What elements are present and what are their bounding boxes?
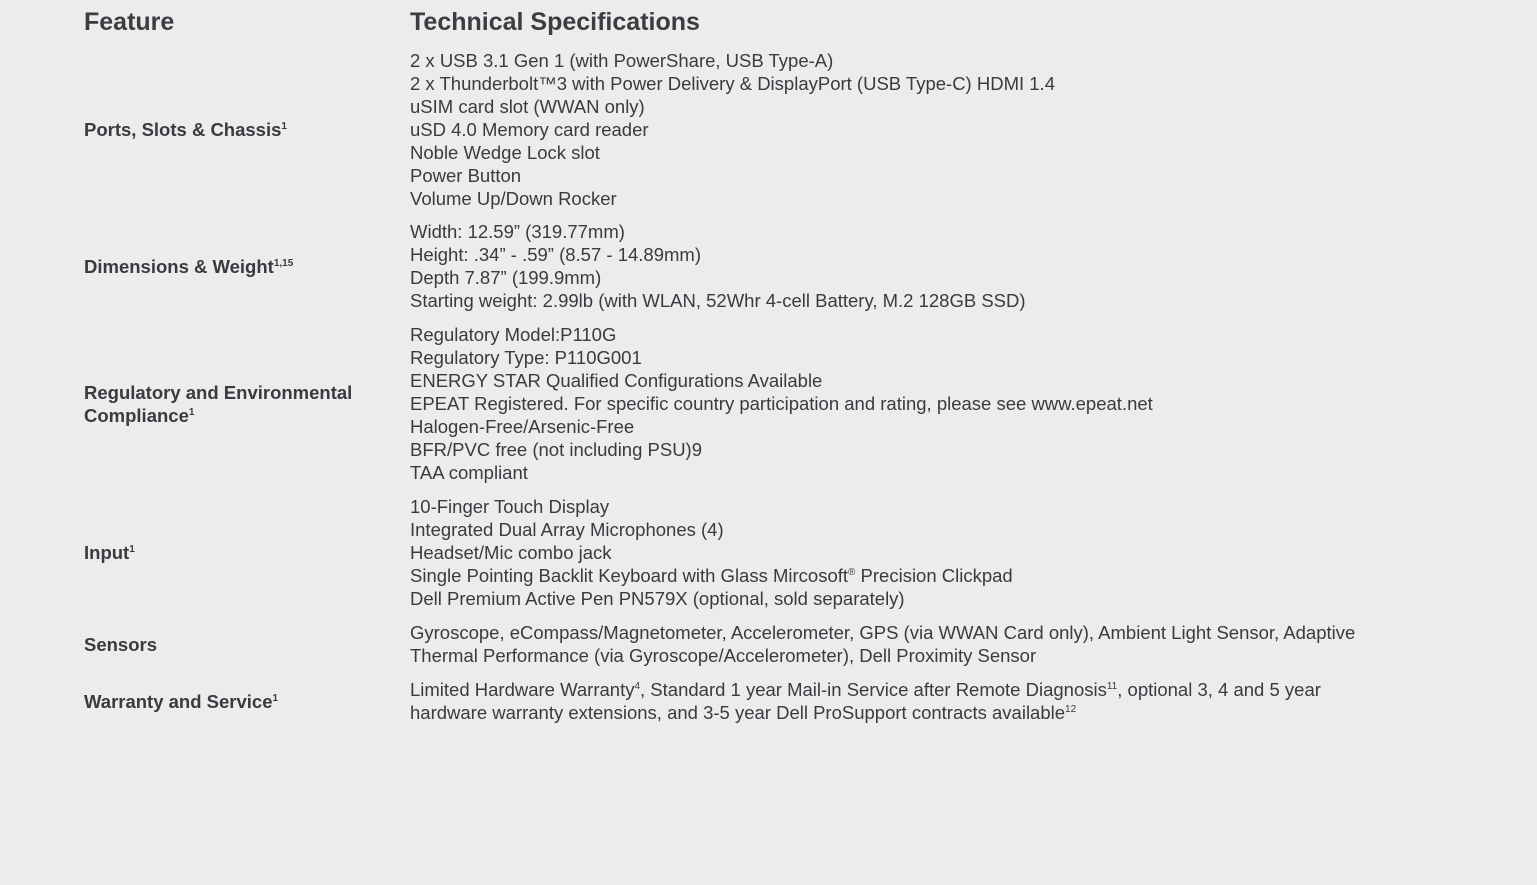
spec-line: Headset/Mic combo jack xyxy=(410,542,612,563)
spec-line: Starting weight: 2.99lb (with WLAN, 52Whr 4-cell Battery, M.2 128GB SSD) xyxy=(410,290,1026,311)
table-row xyxy=(84,495,1484,610)
spec-cell xyxy=(410,220,1410,312)
feature-label: Sensors xyxy=(84,634,158,655)
spec-cell xyxy=(410,621,1410,667)
feature-label: Warranty and Service$^1$ xyxy=(84,691,279,712)
spec-line: uSIM card slot (WWAN only) xyxy=(410,96,645,117)
table-row xyxy=(84,678,1484,724)
spec-line: TAA compliant xyxy=(410,462,528,483)
table-row xyxy=(84,323,1484,484)
spec-line: Gyroscope, eCompass/Magnetometer, Accelerometer, GPS (via WWAN Card only), Ambient Light Sensor, Adaptive xyxy=(410,622,1356,643)
spec-line: Regulatory Model:P110G xyxy=(410,324,617,345)
spec-line: ENERGY STAR Qualified Configurations Available xyxy=(410,370,823,391)
feature-column-heading: Feature xyxy=(84,8,175,36)
spec-line: Regulatory Type: P110G001 xyxy=(410,347,642,368)
spec-line: Height: .34” - .59” (8.57 - 14.89mm) xyxy=(410,244,701,265)
spec-line: Thermal Performance (via Gyroscope/Accelerometer), Dell Proximity Sensor xyxy=(410,645,1037,666)
table-header xyxy=(84,8,1484,40)
spec-line: Integrated Dual Array Microphones (4) xyxy=(410,519,724,540)
spec-column-heading: Technical Specifications xyxy=(410,8,700,36)
spec-line: 2 x Thunderbolt™3 with Power Delivery & DisplayPort (USB Type-C) HDMI 1.4 xyxy=(410,73,1055,94)
spec-line: Volume Up/Down Rocker xyxy=(410,188,617,209)
feature-label: Dimensions & Weight$^{1,15}$ xyxy=(84,256,294,277)
spec-cell xyxy=(410,49,1410,210)
table-row xyxy=(84,621,1484,667)
spec-line: BFR/PVC free (not including PSU)9 xyxy=(410,439,703,460)
spec-cell xyxy=(410,678,1410,724)
spec-line: Dell Premium Active Pen PN579X (optional, sold separately) xyxy=(410,588,905,609)
feature-label: Ports, Slots & Chassis$^1$ xyxy=(84,119,287,140)
feature-label: Input$^1$ xyxy=(84,542,135,563)
spec-line: Limited Hardware Warranty$^4$, Standard 1 year Mail-in Service after Remote Diagnosis$^{11}$, optional 3, 4 and 5 year xyxy=(410,679,1321,700)
spec-line: Power Button xyxy=(410,165,522,186)
spec-line: hardware warranty extensions, and 3-5 year Dell ProSupport contracts available$^{12}$ xyxy=(410,702,1077,723)
spec-line: Width: 12.59” (319.77mm) xyxy=(410,221,625,242)
spec-line: EPEAT Registered. For specific country participation and rating, please see www.epeat.net xyxy=(410,393,1153,414)
spec-line: uSD 4.0 Memory card reader xyxy=(410,119,649,140)
spec-line: 10-Finger Touch Display xyxy=(410,496,610,517)
spec-line: Depth 7.87” (199.9mm) xyxy=(410,267,602,288)
spec-cell xyxy=(410,495,1410,610)
table-row xyxy=(84,220,1484,312)
table-row xyxy=(84,49,1484,209)
spec-cell xyxy=(410,323,1410,484)
feature-label: Regulatory and Environmental Compliance$^1$ xyxy=(84,382,353,426)
spec-line: Halogen-Free/Arsenic-Free xyxy=(410,416,635,437)
spec-line: Single Pointing Backlit Keyboard with Glass Mircosoft® Precision Clickpad xyxy=(410,565,1013,586)
spec-line: 2 x USB 3.1 Gen 1 (with PowerShare, USB Type-A) xyxy=(410,50,834,71)
spec-line: Noble Wedge Lock slot xyxy=(410,142,600,163)
